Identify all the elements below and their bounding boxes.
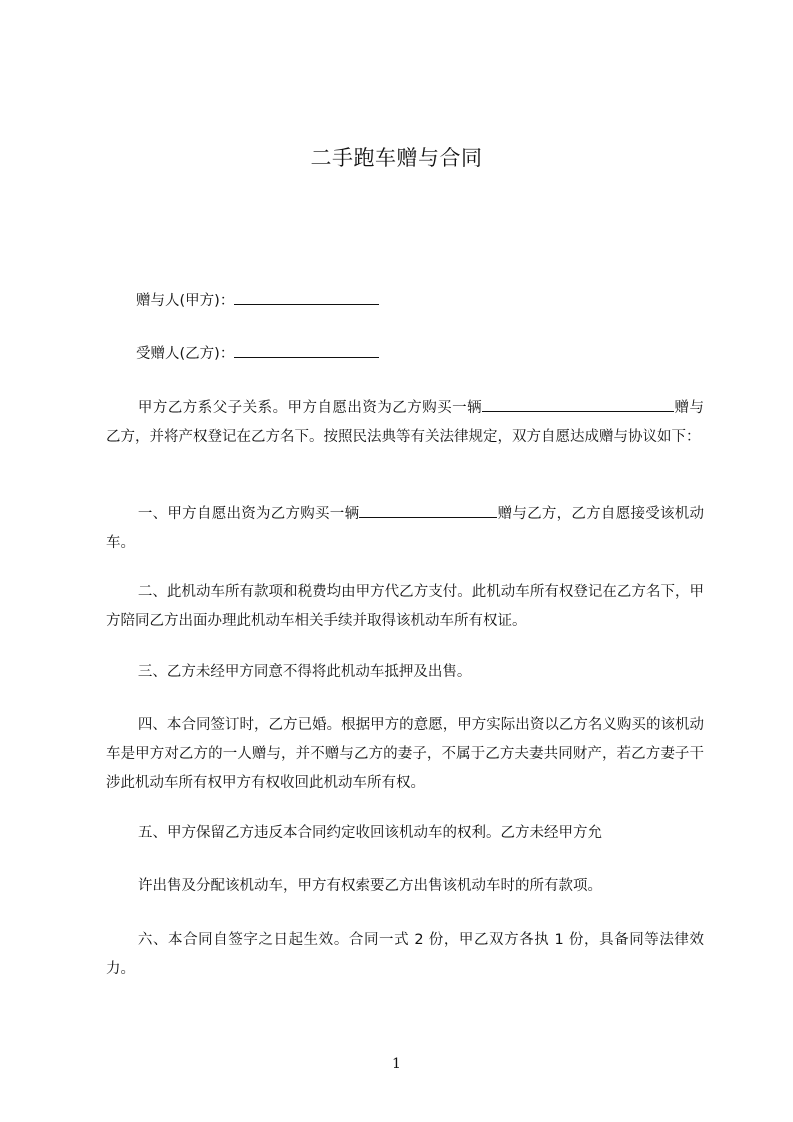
page-number: 1: [392, 1056, 401, 1072]
clause-6: 六、本合同自签字之日起生效。合同一式 2 份，甲乙双方各执 1 份，具备同等法律效力。: [106, 932, 704, 977]
clause-1-blank: [359, 504, 497, 518]
donee-line: [136, 344, 379, 364]
intro-text-2: 赠与乙方，并将产权登记在乙方名下。按照民法典等有关法律规定，双方自愿达成赠与协议如下：: [106, 400, 705, 445]
vehicle-blank: [482, 398, 674, 412]
clause-2: 二、此机动车所有款项和税费均由甲方代乙方支付。此机动车所有权登记在乙方名下，甲方陪同乙方出面办理此机动车相关手续并取得该机动车所有权证。: [106, 584, 704, 629]
donor-blank: [234, 291, 379, 305]
donee-blank: [234, 344, 379, 358]
intro-text-1: 甲方乙方系父子关系。甲方自愿出资为乙方购买一辆: [137, 400, 483, 416]
donee-label: 受赠人(乙方)：: [136, 346, 235, 362]
clause-4: 四、本合同签订时，乙方已婚。根据甲方的意愿，甲方实际出资以乙方名义购买的该机动车是甲方对乙方的一人赠与，并不赠与乙方的妻子，不属于乙方夫妻共同财产，若乙方妻子干涉此机动车所有权甲方有权收回此机动车所有权。: [106, 717, 704, 791]
contract-title: 二手跑车赠与合同: [310, 146, 483, 170]
clause-1: [106, 500, 704, 558]
clause-1-text-1: 一、甲方自愿出资为乙方购买一辆: [137, 506, 360, 522]
clause-5-line-2: 许出售及分配该机动车，甲方有权索要乙方出售该机动车时的所有款项。: [138, 878, 602, 894]
donor-label: 赠与人(甲方)：: [136, 293, 235, 309]
clause-3: 三、乙方未经甲方同意不得将此机动车抵押及出售。: [137, 664, 472, 680]
intro-paragraph: [106, 394, 704, 452]
clause-5-line-1: 五、甲方保留乙方违反本合同约定收回该机动车的权利。乙方未经甲方允: [138, 825, 602, 841]
clause-1-text-2: 赠与乙方，乙方自愿接受该机动车。: [106, 506, 705, 551]
donor-line: [136, 291, 379, 311]
